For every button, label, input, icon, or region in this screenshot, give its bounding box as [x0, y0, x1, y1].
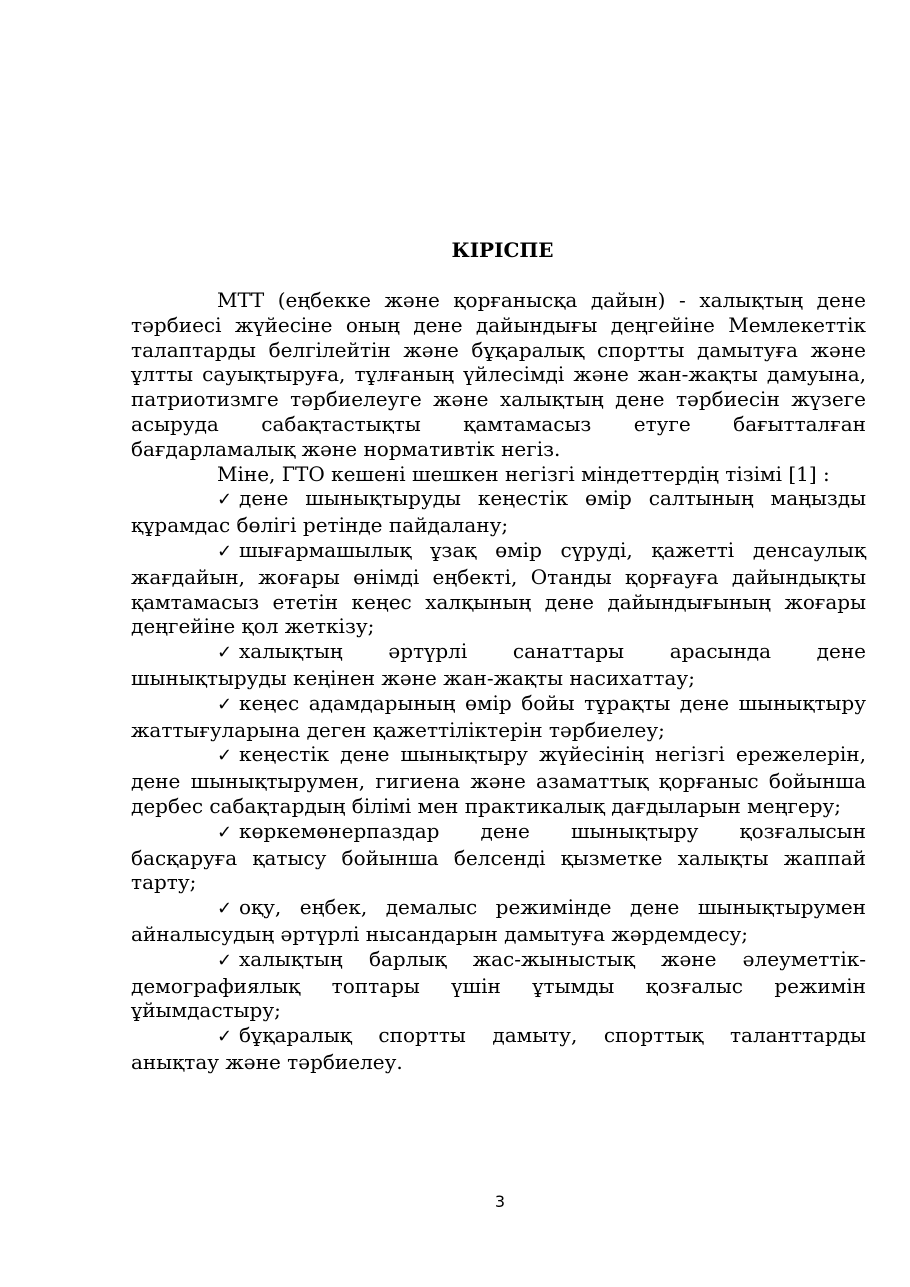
page-number-text: 3: [494, 1192, 506, 1211]
section-heading: КІРІСПЕ: [451, 238, 554, 262]
checkmark-icon: ✓: [217, 898, 233, 920]
list-item: [131, 895, 866, 947]
list-item-text: дене шынықтыруды кеңестік өмір салтының маңызды құрамдас бөлігі ретінде пайдалану;: [131, 486, 866, 538]
list-item-text: кеңес адамдарының өмір бойы тұрақты дене шынықтыру жаттығуларына деген қажеттіліктерін тәрбиелеу;: [131, 690, 866, 742]
list-item-text: халықтың әртүрлі санаттары арасында дене шынықтыруды кеңінен және жан-жақты насихаттау;: [131, 639, 866, 690]
task-list-intro: Міне, ГТО кешені шешкен негізгі міндеттердің тізімі [1] :: [217, 461, 830, 486]
intro-paragraph: МТТ (еңбекке және қорғанысқа дайын) - халықтың дене тәрбиесі жүйесіне оның дене дайындығы деңгейіне Мемлекеттік талаптарды белгілейтін және бұқаралық спортты дамытуға және ұлтты сауықтыруға, тұлғаның үйлесімді және жан-жақты дамуына, патриотизмге тәрбиелеуге және халықтың дене тәрбиесін жүзеге асыруда сабақтастықты қамтамасыз етуге бағытталған бағдарламалық және нормативтік негіз.: [131, 288, 866, 461]
list-item: [131, 819, 866, 895]
list-item-text: оқу, еңбек, демалыс режимінде дене шынықтырумен айналысудың әртүрлі нысандарын дамытуға жәрдемдесу;: [131, 895, 866, 946]
checkmark-icon: ✓: [217, 540, 233, 562]
list-item: [131, 486, 866, 538]
task-list: [131, 486, 866, 1074]
list-item: [131, 639, 866, 691]
page-number: [0, 1192, 910, 1212]
list-item: [131, 947, 866, 1023]
list-item: [131, 691, 866, 743]
list-item-text: кеңестік дене шынықтыру жүйесінің негізгі ережелерін, дене шынықтырумен, гигиена және азаматтық қорғаныс бойынша дербес сабақтардың білімі мен практикалық дағдыларын меңгеру;: [131, 742, 866, 818]
list-item-text: көркемөнерпаздар дене шынықтыру қозғалысын басқаруға қатысу бойынша белсенді қызметке халықты жаппай тарту;: [131, 818, 866, 895]
list-item-text: халықтың барлық жас-жыныстық және әлеуметтік-демографиялық топтары үшін ұтымды қозғалыс режимін ұйымдастыру;: [131, 946, 866, 1023]
checkmark-icon: ✓: [217, 642, 233, 664]
checkmark-icon: ✓: [217, 693, 233, 715]
list-item: [131, 1023, 866, 1075]
list-item-text: бұқаралық спортты дамыту, спорттық таланттарды анықтау және тәрбиелеу.: [131, 1023, 866, 1074]
checkmark-icon: ✓: [217, 821, 233, 843]
checkmark-icon: ✓: [217, 489, 233, 511]
checkmark-icon: ✓: [217, 949, 233, 971]
list-item: [131, 538, 866, 639]
page-content: [131, 236, 866, 1075]
checkmark-icon: ✓: [217, 1026, 233, 1048]
list-item: [131, 742, 866, 818]
checkmark-icon: ✓: [217, 745, 233, 767]
list-item-text: шығармашылық ұзақ өмір сүруді, қажетті денсаулық жағдайын, жоғары өнімді еңбекті, Отанды қорғауға дайындықты қамтамасыз ететін кеңес халқының дене дайындығының жоғары деңгейіне қол жеткізу;: [131, 537, 866, 639]
